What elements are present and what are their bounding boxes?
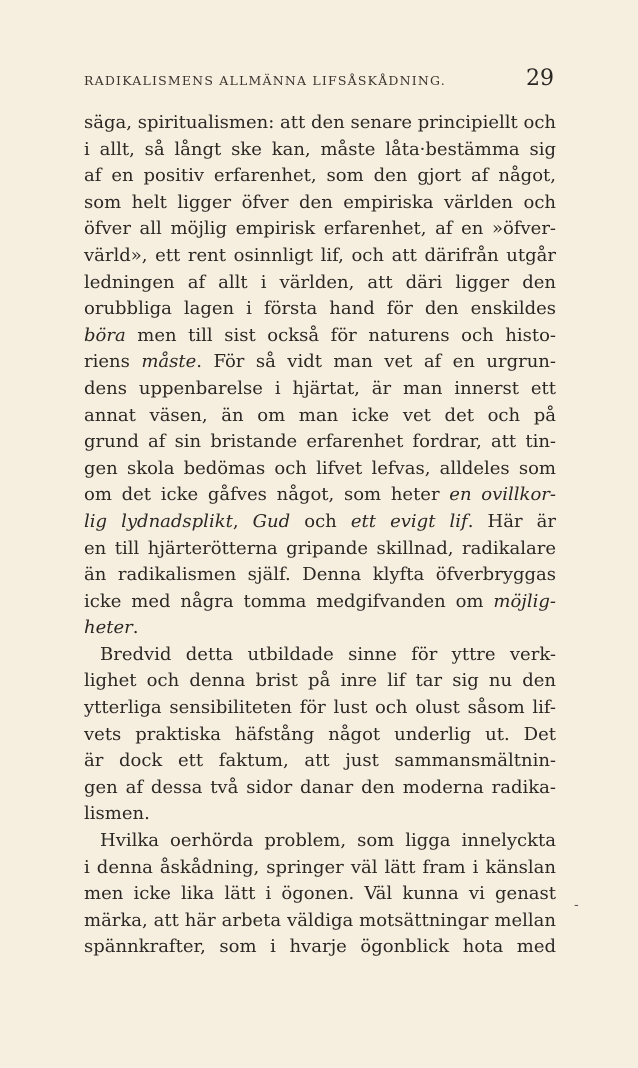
- text-line: af en positiv erfarenhet, som den gjort af något,: [84, 165, 556, 187]
- text-run: .: [132, 617, 139, 639]
- text-line: märka, att här arbeta väldiga motsättningar mellan: [84, 909, 556, 931]
- text-line: annat väsen, än om man icke vet det och på: [84, 404, 556, 426]
- page-number: 29: [526, 66, 554, 91]
- text-run: icke med några tomma medgifvanden om: [84, 590, 494, 612]
- running-title: RADIKALISMENS ALLMÄNNA LIFSÅSKÅDNING.: [84, 73, 446, 88]
- text-line: [84, 323, 556, 350]
- text-line: som helt ligger öfver den empiriska världen och: [84, 191, 556, 213]
- emphasis-text: lig lydnadsplikt: [84, 510, 233, 532]
- text-line: värld», ett rent osinnligt lif, och att därifrån utgår: [84, 244, 556, 266]
- text-line: gen af dessa två sidor danar den moderna radika-: [84, 776, 556, 798]
- text-run: men till sist också för naturens och histo-: [125, 324, 556, 346]
- text-line: i allt, så långt ske kan, måste låta·bestämma sig: [84, 138, 556, 160]
- emphasis-text: en ovillkor-: [449, 484, 556, 506]
- text-line: än radikalismen själf. Denna klyfta öfverbryggas: [84, 564, 556, 586]
- text-line: en till hjärterötterna gripande skillnad, radikalare: [84, 537, 556, 559]
- text-run: riens: [84, 351, 142, 373]
- text-run: och: [290, 510, 351, 532]
- text-line: öfver all möjlig empirisk erfarenhet, af en »öfver-: [84, 218, 556, 240]
- text-line: [84, 615, 556, 642]
- margin-mark: -: [574, 897, 579, 913]
- text-run: ,: [232, 510, 253, 532]
- text-line: lismen.: [84, 803, 150, 825]
- text-line: [84, 509, 556, 536]
- emphasis-text: heter: [84, 617, 133, 639]
- text-line: Hvilka oerhörda problem, som ligga innelyckta: [100, 830, 556, 852]
- text-line: grund af sin bristande erfarenhet fordrar, att tin-: [84, 431, 556, 453]
- text-line: ledningen af allt i världen, att däri ligger den: [84, 271, 556, 293]
- text-line: vets praktiska häfstång något underlig ut. Det: [84, 723, 556, 745]
- emphasis-text: måste: [141, 351, 197, 373]
- emphasis-text: ett evigt lif: [350, 510, 468, 532]
- text-line: spännkrafter, som i hvarje ögonblick hota med: [84, 936, 556, 958]
- text-line: lighet och denna brist på inre lif tar sig nu den: [84, 670, 556, 692]
- text-run: . För så vidt man vet af en urgrun-: [196, 351, 556, 373]
- text-line: [84, 349, 556, 376]
- text-line: [84, 589, 556, 616]
- text-line: orubbliga lagen i första hand för den enskildes: [84, 298, 556, 320]
- text-line: säga, spiritualismen: att den senare principiellt och: [84, 112, 556, 133]
- text-line: Bredvid detta utbildade sinne för yttre verk-: [100, 643, 556, 665]
- text-line: i denna åskådning, springer väl lätt fram i känslan: [84, 856, 556, 878]
- running-header: [84, 66, 554, 96]
- text-line: gen skola bedömas och lifvet lefvas, alldeles som: [84, 457, 556, 479]
- emphasis-text: möjlig-: [493, 590, 556, 612]
- body-text: [84, 110, 556, 961]
- text-line: dens uppenbarelse i hjärtat, är man innerst ett: [84, 377, 556, 399]
- text-line: [84, 482, 556, 509]
- text-run: om det icke gåfves något, som heter: [84, 484, 450, 506]
- text-line: ytterliga sensibiliteten för lust och olust såsom lif-: [84, 697, 556, 719]
- text-line: är dock ett faktum, att just sammansmältnin-: [84, 750, 556, 772]
- emphasis-text: böra: [84, 324, 126, 346]
- text-run: . Här är: [467, 510, 556, 532]
- text-line: men icke lika lätt i ögonen. Väl kunna vi genast: [84, 883, 556, 905]
- emphasis-text: Gud: [252, 510, 291, 532]
